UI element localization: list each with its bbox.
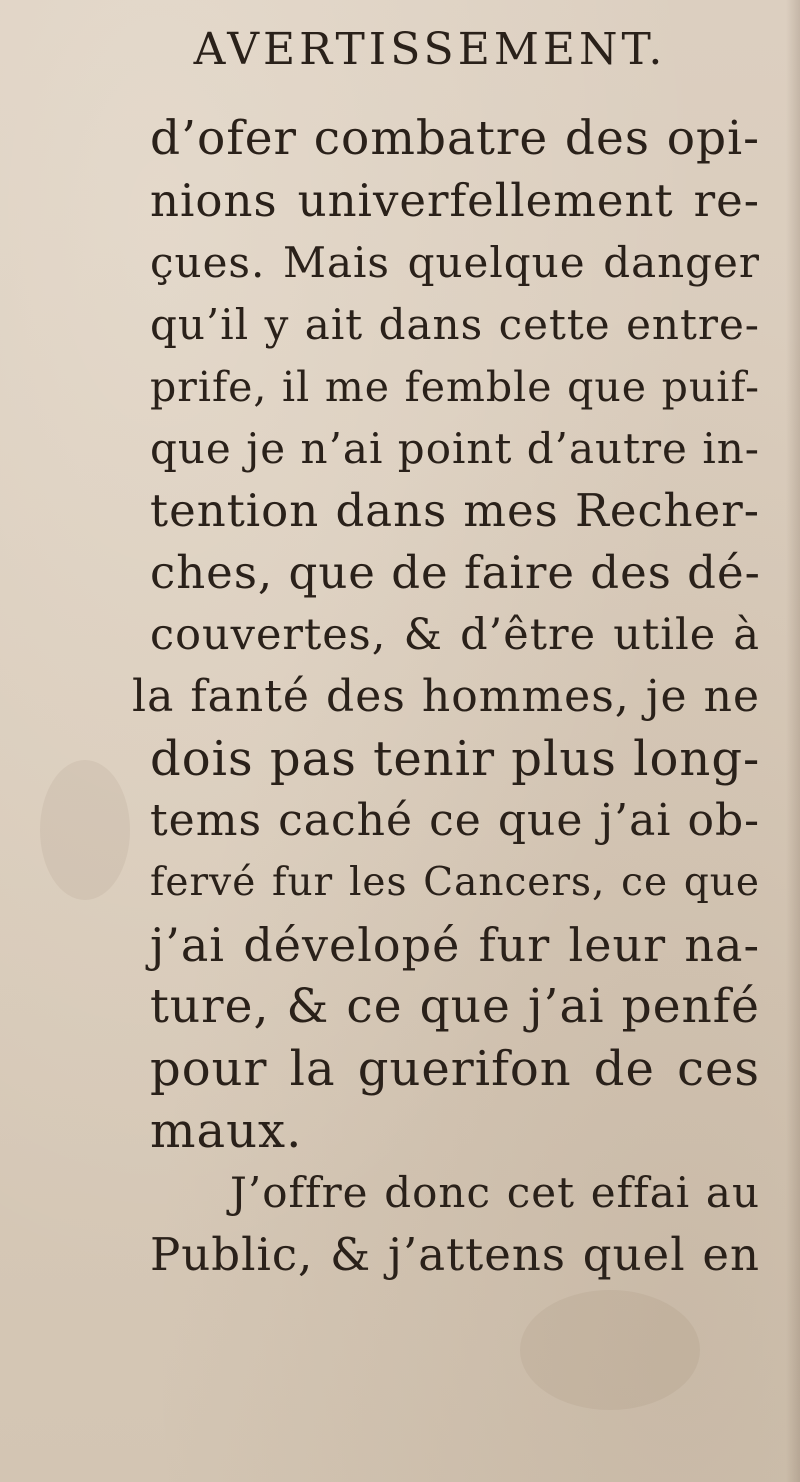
- text-line: couvertes, & d’être utile à: [150, 610, 760, 660]
- page-header: [0, 24, 800, 75]
- text-line: tems caché ce que j’ai ob-: [150, 795, 760, 846]
- text-line: qu’il y ait dans cette entre-: [150, 300, 760, 349]
- text-line: nions univerfellement re-: [150, 174, 760, 227]
- text-line: çues. Mais quelque danger: [150, 238, 760, 287]
- text-line: dois pas tenir plus long-: [150, 731, 761, 787]
- body-text: [132, 108, 761, 1286]
- header-title: AVERTISSEMENT.: [193, 24, 667, 75]
- text-line: fervé fur les Cancers, ce que: [150, 860, 760, 905]
- paper-stain: [40, 760, 130, 900]
- text-line: d’ofer combatre des opi-: [150, 111, 760, 166]
- text-line: tention dans mes Recher-: [150, 484, 760, 537]
- paper-stain: [520, 1290, 700, 1410]
- text-line: ches, que de faire des dé-: [150, 546, 761, 599]
- text-line: pour la guerifon de ces: [150, 1041, 760, 1097]
- text-line: j’ai dévelopé fur leur na-: [150, 918, 760, 972]
- text-line: J’offre donc cet effai au: [230, 1168, 760, 1217]
- text-line: que je n’ai point d’autre in-: [150, 424, 760, 473]
- page-edge-shadow: [786, 0, 800, 1482]
- text-line: ture, & ce que j’ai penfé: [150, 979, 760, 1034]
- text-line: Public, & j’attens quel en: [150, 1228, 760, 1281]
- text-line: prife, il me femble que puif-: [150, 363, 760, 411]
- text-line: maux.: [150, 1103, 303, 1159]
- text-line: la fanté des hommes, je ne: [132, 671, 760, 722]
